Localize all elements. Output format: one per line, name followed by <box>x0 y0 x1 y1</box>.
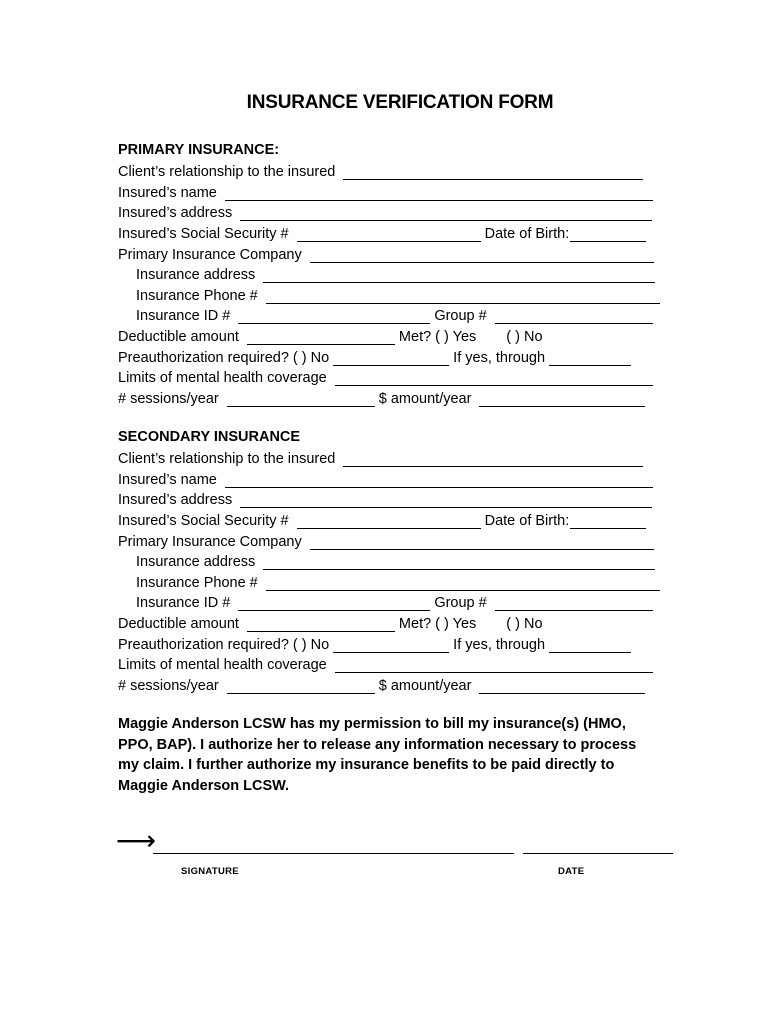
relationship-label: Client’s relationship to the insured <box>118 451 336 468</box>
insured-address-label: Insured’s address <box>118 492 233 509</box>
insured-address-label: Insured’s address <box>118 205 233 222</box>
insurance-id-row <box>118 592 678 613</box>
ssn-field[interactable] <box>297 225 481 242</box>
signature-caption: SIGNATURE <box>181 866 239 877</box>
dob-label: Date of Birth: <box>484 225 570 242</box>
sessions-row <box>118 674 678 695</box>
dob-field[interactable] <box>570 225 646 242</box>
preauth-no-option[interactable]: Preauthorization required? ( ) No <box>118 349 330 366</box>
met-yes-option[interactable]: Met? ( ) Yes <box>398 615 477 632</box>
insurance-address-row <box>118 264 678 285</box>
insured-name-label: Insured’s name <box>118 184 217 201</box>
sessions-row <box>118 387 678 408</box>
primary-insurance-section <box>118 140 678 408</box>
limits-label: Limits of mental health coverage <box>118 370 327 387</box>
amount-field[interactable] <box>479 677 645 694</box>
insurance-id-label: Insurance ID # <box>136 595 231 612</box>
date-caption: DATE <box>558 866 585 877</box>
group-label: Group # <box>434 595 487 612</box>
met-no-option[interactable]: ( ) No <box>506 615 543 632</box>
relationship-field[interactable] <box>343 450 643 467</box>
preauth-field[interactable] <box>333 636 449 653</box>
insured-address-row <box>118 489 678 510</box>
insured-name-field[interactable] <box>225 471 653 488</box>
insurance-address-field[interactable] <box>263 553 655 570</box>
amount-label: $ amount/year <box>378 390 472 407</box>
group-label: Group # <box>434 308 487 325</box>
relationship-row <box>118 448 678 469</box>
insurance-address-row <box>118 551 678 572</box>
insurance-id-label: Insurance ID # <box>136 308 231 325</box>
relationship-row <box>118 161 678 182</box>
insurance-address-field[interactable] <box>263 266 655 283</box>
limits-field[interactable] <box>335 369 653 386</box>
insured-address-field[interactable] <box>240 491 652 508</box>
ssn-row <box>118 509 678 530</box>
preauth-row <box>118 346 678 367</box>
deductible-row <box>118 612 678 633</box>
insurance-id-row <box>118 305 678 326</box>
company-row <box>118 243 678 264</box>
insured-address-field[interactable] <box>240 204 652 221</box>
deductible-field[interactable] <box>247 615 395 632</box>
insurance-phone-row <box>118 284 678 305</box>
company-row <box>118 530 678 551</box>
if-yes-label: If yes, through <box>453 349 546 366</box>
dob-label: Date of Birth: <box>484 512 570 529</box>
sessions-field[interactable] <box>227 390 375 407</box>
deductible-label: Deductible amount <box>118 615 239 632</box>
sessions-label: # sessions/year <box>118 390 219 407</box>
insured-name-row <box>118 181 678 202</box>
insured-name-row <box>118 468 678 489</box>
deductible-field[interactable] <box>247 328 395 345</box>
ssn-label: Insured’s Social Security # <box>118 225 289 242</box>
amount-label: $ amount/year <box>378 677 472 694</box>
secondary-insurance-section <box>118 427 678 695</box>
insurance-phone-label: Insurance Phone # <box>136 574 258 591</box>
arrow-right-icon: ⟶ <box>116 824 157 857</box>
sessions-field[interactable] <box>227 677 375 694</box>
met-no-option[interactable]: ( ) No <box>506 328 543 345</box>
if-yes-field[interactable] <box>549 636 631 653</box>
company-field[interactable] <box>310 246 654 263</box>
insured-name-field[interactable] <box>225 184 653 201</box>
preauth-row <box>118 633 678 654</box>
deductible-row <box>118 325 678 346</box>
sessions-label: # sessions/year <box>118 677 219 694</box>
deductible-label: Deductible amount <box>118 328 239 345</box>
limits-row <box>118 654 678 675</box>
limits-field[interactable] <box>335 656 653 673</box>
relationship-field[interactable] <box>343 163 643 180</box>
signature-line[interactable] <box>153 852 514 854</box>
met-yes-option[interactable]: Met? ( ) Yes <box>398 328 477 345</box>
insurance-address-label: Insurance address <box>136 554 256 571</box>
limits-row <box>118 367 678 388</box>
section-heading: PRIMARY INSURANCE: <box>118 142 280 158</box>
insurance-phone-row <box>118 571 678 592</box>
ssn-field[interactable] <box>297 512 481 529</box>
ssn-label: Insured’s Social Security # <box>118 512 289 529</box>
limits-label: Limits of mental health coverage <box>118 657 327 674</box>
preauth-no-option[interactable]: Preauthorization required? ( ) No <box>118 636 330 653</box>
if-yes-field[interactable] <box>549 349 631 366</box>
group-field[interactable] <box>495 594 653 611</box>
section-heading: SECONDARY INSURANCE <box>118 429 301 445</box>
insurance-phone-label: Insurance Phone # <box>136 287 258 304</box>
insured-name-label: Insured’s name <box>118 471 217 488</box>
if-yes-label: If yes, through <box>453 636 546 653</box>
company-label: Primary Insurance Company <box>118 246 302 263</box>
amount-field[interactable] <box>479 390 645 407</box>
consent-paragraph: Maggie Anderson LCSW has my permission to bill my insurance(s) (HMO, PPO, BAP). I authorize her to release any information necessary to process my claim. I further authorize my insurance benefits to be paid directly to Maggie Anderson LCSW. <box>118 716 637 794</box>
insured-address-row <box>118 202 678 223</box>
insurance-id-field[interactable] <box>238 594 430 611</box>
insurance-address-label: Insurance address <box>136 267 256 284</box>
date-line[interactable] <box>523 852 673 854</box>
company-field[interactable] <box>310 533 654 550</box>
dob-field[interactable] <box>570 512 646 529</box>
preauth-field[interactable] <box>333 349 449 366</box>
ssn-row <box>118 222 678 243</box>
relationship-label: Client’s relationship to the insured <box>118 164 336 181</box>
group-field[interactable] <box>495 307 653 324</box>
company-label: Primary Insurance Company <box>118 533 302 550</box>
page-title: INSURANCE VERIFICATION FORM <box>246 92 554 113</box>
insurance-id-field[interactable] <box>238 307 430 324</box>
insurance-phone-field[interactable] <box>266 574 660 591</box>
insurance-phone-field[interactable] <box>266 287 660 304</box>
